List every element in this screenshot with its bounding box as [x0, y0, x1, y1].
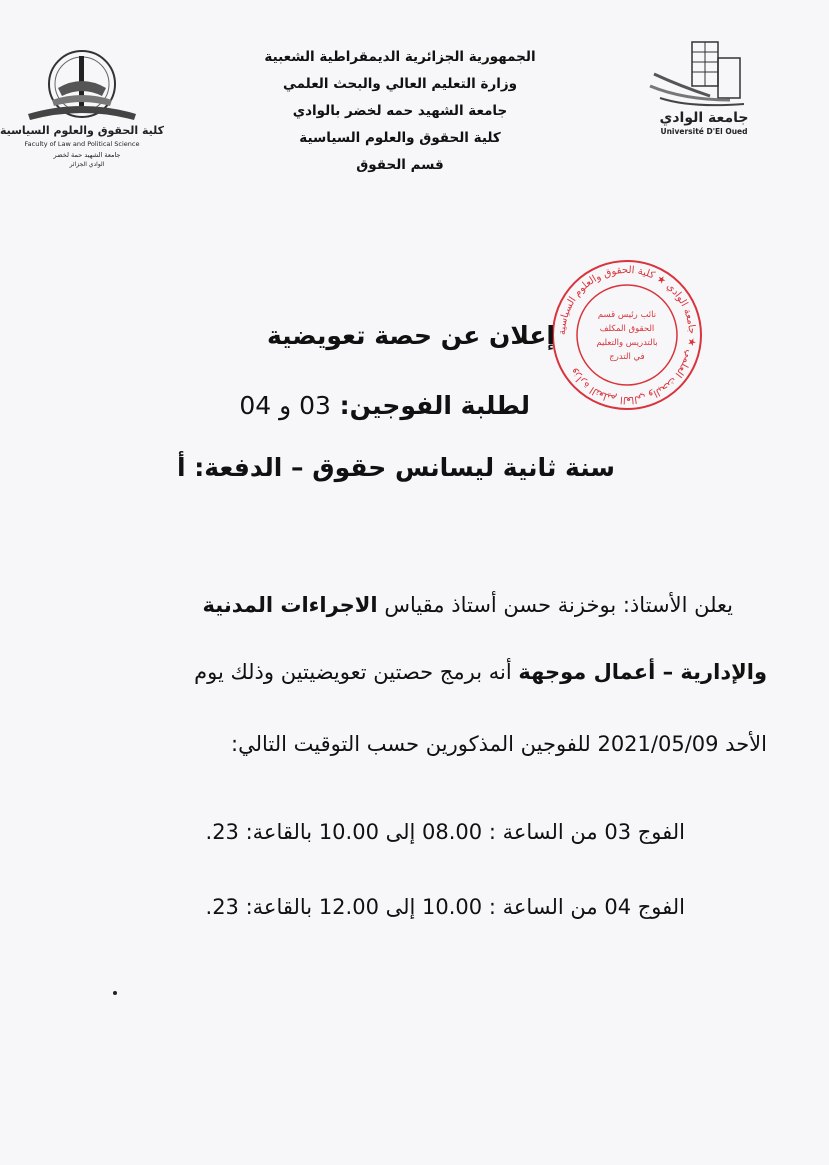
header-line-republic: الجمهورية الجزائرية الديمقراطية الشعبية [264, 49, 536, 65]
stamp-inner-line1: نائب رئيس قسم [597, 310, 657, 320]
faculty-logo-english: Faculty of Law and Political Science [24, 140, 140, 148]
year-line: سنة ثانية ليسانس حقوق – الدفعة: أ [177, 453, 615, 482]
groups-label: لطلبة الفوجين: [339, 391, 530, 420]
stray-dot [113, 991, 117, 995]
header-line-ministry: وزارة التعليم العالي والبحث العلمي [282, 76, 518, 92]
header-block [250, 44, 550, 179]
faculty-logo-sub: جامعة الشهيد حمة لخضر [53, 151, 121, 159]
header-line-university: جامعة الشهيد حمه لخضر بالوادي [292, 103, 508, 119]
header-line-faculty: كلية الحقوق والعلوم السياسية [299, 130, 501, 146]
header-line-department: قسم الحقوق [356, 157, 444, 173]
schedule-group-03: الفوج 03 من الساعة : 08.00 إلى 10.00 بالقاعة: 23. [205, 820, 685, 844]
faculty-logo [0, 44, 165, 174]
announcement-title: إعلان عن حصة تعويضية [266, 321, 555, 350]
groups-value: 03 و 04 [239, 391, 331, 420]
body-line-2 [194, 660, 767, 684]
stamp-inner-line2: الحقوق المكلف [599, 324, 655, 334]
course-name-part2: والإدارية – أعمال موجهة [518, 660, 767, 684]
faculty-logo-arabic: كلية الحقوق والعلوم السياسية [0, 124, 165, 137]
schedule-group-04: الفوج 04 من الساعة : 10.00 إلى 12.00 بالقاعة: 23. [205, 895, 685, 919]
stamp-inner-line4: في التدرج [609, 352, 645, 362]
university-logo-arabic: جامعة الوادي [659, 110, 749, 126]
faculty-logo-city: الوادي الجزائر [69, 161, 105, 168]
body-line-2-text: أنه برمج حصتين تعويضيتين وذلك يوم [194, 660, 512, 684]
body-line-3: الأحد 2021/05/09 للفوجين المذكورين حسب التوقيت التالي: [231, 732, 767, 756]
university-logo [640, 34, 760, 144]
official-stamp [545, 255, 710, 415]
course-name-part1: الاجراءات المدنية [202, 593, 378, 617]
university-logo-latin: Université D'El Oued [660, 127, 748, 136]
body-line-1-text: يعلن الأستاذ: بوخزنة حسن أستاذ مقياس [384, 593, 733, 617]
stamp-inner-line3: بالتدريس والتعليم [596, 338, 658, 348]
body-line-1 [203, 593, 733, 617]
stamp-outer-text: وزارة التعليم العالي والبحث العلمي ★ جامعة الوادي ★ كلية الحقوق والعلوم السياسية [556, 264, 698, 406]
groups-line [239, 390, 530, 422]
